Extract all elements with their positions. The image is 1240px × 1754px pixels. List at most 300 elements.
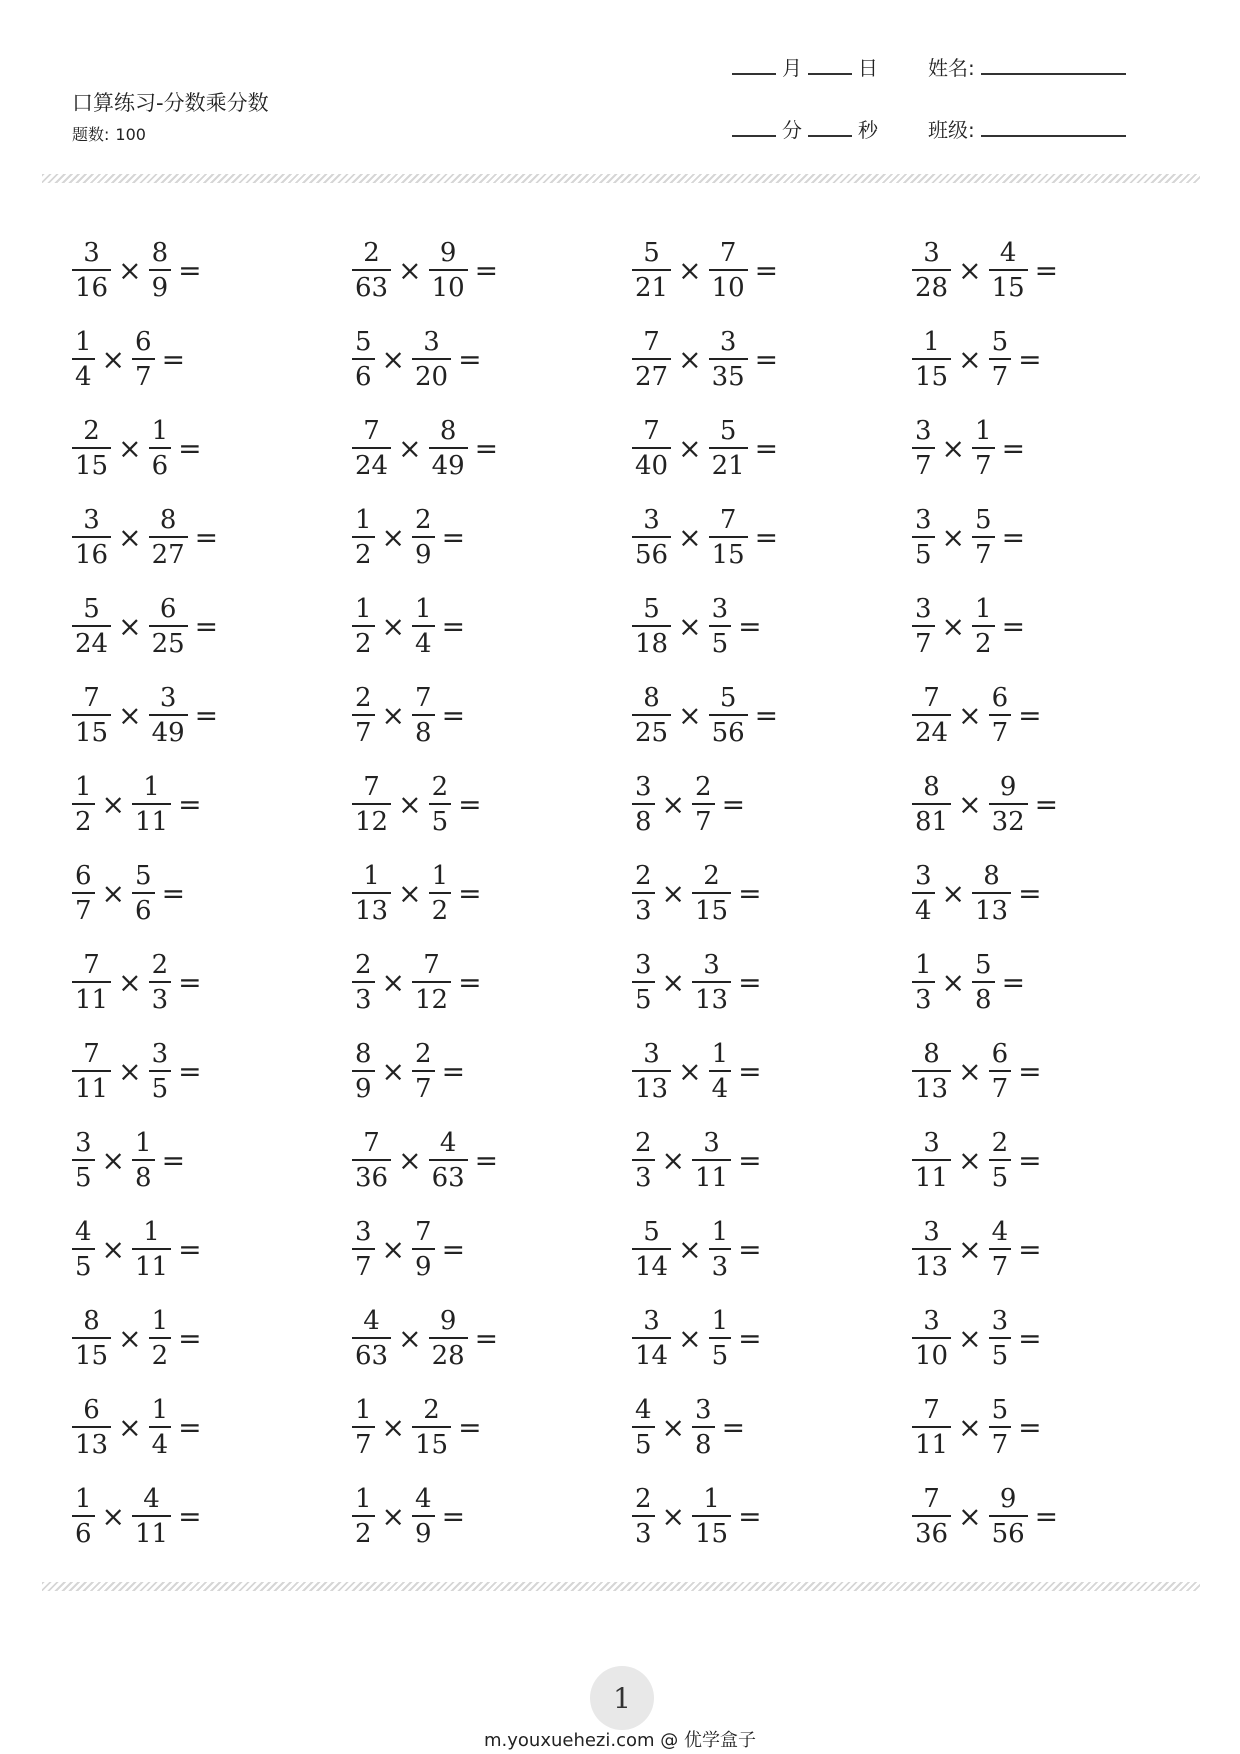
- fraction: [149, 1394, 172, 1460]
- numerator: 5: [643, 237, 660, 268]
- numerator: 3: [711, 593, 729, 624]
- fraction: [632, 1216, 671, 1282]
- fraction: [352, 682, 375, 748]
- problem: [912, 230, 1065, 310]
- equals-sign: =: [178, 1321, 202, 1355]
- fraction: [429, 860, 452, 926]
- denominator: 15: [72, 1337, 111, 1369]
- problem-count: [72, 122, 146, 145]
- numerator: 1: [915, 949, 932, 980]
- fraction: [352, 1127, 391, 1193]
- fraction: [989, 771, 1028, 837]
- times-sign: ×: [381, 342, 406, 376]
- numerator: 1: [711, 1038, 729, 1069]
- times-sign: ×: [381, 1054, 406, 1088]
- fraction: [989, 237, 1028, 303]
- times-sign: ×: [398, 787, 422, 821]
- numerator: 2: [363, 237, 380, 268]
- times-sign: ×: [101, 876, 126, 910]
- times-sign: ×: [958, 342, 982, 376]
- equals-sign: =: [194, 698, 219, 732]
- problem: [912, 1387, 1049, 1467]
- fraction: [632, 949, 655, 1015]
- fraction: [912, 1305, 951, 1371]
- numerator: 8: [151, 237, 169, 268]
- problem: [72, 1387, 209, 1467]
- problem: [72, 408, 209, 488]
- equals-sign: =: [178, 253, 202, 287]
- problem-count-label: 题数:: [72, 125, 110, 144]
- denominator: 3: [709, 1248, 732, 1280]
- denominator: 7: [412, 1070, 435, 1102]
- fraction: [352, 326, 375, 392]
- equals-sign: =: [721, 787, 746, 821]
- problem: [632, 1298, 769, 1378]
- times-sign: ×: [958, 1499, 982, 1533]
- denominator: 8: [632, 803, 655, 835]
- numerator: 4: [999, 237, 1017, 268]
- numerator: 1: [75, 326, 92, 357]
- problem: [352, 1031, 472, 1111]
- problem: [632, 942, 769, 1022]
- denominator: 81: [912, 803, 951, 835]
- equals-sign: =: [738, 609, 762, 643]
- equals-sign: =: [754, 253, 779, 287]
- problem-row: [72, 1476, 1212, 1556]
- denominator: 24: [352, 447, 391, 479]
- denominator: 11: [912, 1159, 951, 1191]
- numerator: 7: [923, 682, 940, 713]
- denominator: 35: [709, 358, 748, 390]
- denominator: 13: [912, 1070, 951, 1102]
- denominator: 6: [149, 447, 172, 479]
- fraction: [692, 1483, 731, 1549]
- denominator: 5: [989, 1159, 1012, 1191]
- problem-row: [72, 764, 1212, 844]
- denominator: 11: [692, 1159, 731, 1191]
- fraction: [149, 949, 172, 1015]
- numerator: 7: [423, 949, 440, 980]
- numerator: 5: [991, 1394, 1009, 1425]
- denominator: 11: [72, 1070, 111, 1102]
- numerator: 1: [355, 1394, 372, 1425]
- fraction: [989, 326, 1012, 392]
- problem: [632, 1120, 769, 1200]
- numerator: 2: [83, 415, 100, 446]
- times-sign: ×: [381, 698, 406, 732]
- fraction: [632, 1394, 655, 1460]
- problem-row: [72, 1298, 1212, 1378]
- denominator: 4: [709, 1070, 732, 1102]
- numerator: 8: [983, 860, 1000, 891]
- numerator: 7: [83, 949, 100, 980]
- numerator: 3: [915, 504, 932, 535]
- fraction: [72, 504, 111, 570]
- numerator: 5: [643, 1216, 660, 1247]
- problem: [72, 1209, 209, 1289]
- numerator: 1: [363, 860, 380, 891]
- equals-sign: =: [458, 342, 482, 376]
- problem: [912, 1209, 1049, 1289]
- numerator: 5: [643, 593, 660, 624]
- numerator: 7: [719, 237, 737, 268]
- fraction: [632, 771, 655, 837]
- fraction: [709, 1216, 732, 1282]
- fraction: [352, 949, 375, 1015]
- problem: [352, 764, 489, 844]
- denominator: 2: [972, 625, 995, 657]
- numerator: 5: [975, 504, 992, 535]
- problem: [352, 1298, 505, 1378]
- numerator: 1: [75, 1483, 92, 1514]
- denominator: 5: [632, 1426, 655, 1458]
- denominator: 7: [989, 1426, 1012, 1458]
- denominator: 2: [429, 892, 452, 924]
- times-sign: ×: [678, 1054, 702, 1088]
- denominator: 15: [989, 269, 1028, 301]
- denominator: 49: [429, 447, 468, 479]
- fraction: [632, 1483, 655, 1549]
- denominator: 7: [972, 447, 995, 479]
- problem: [72, 1476, 209, 1556]
- equals-sign: =: [1001, 431, 1026, 465]
- denominator: 28: [912, 269, 951, 301]
- footer-text: m.youxuehezi.com @ 优学盒子: [483, 1730, 756, 1751]
- problem: [632, 497, 785, 577]
- fraction: [972, 415, 995, 481]
- fraction: [989, 1038, 1012, 1104]
- numerator: 7: [363, 415, 380, 446]
- fraction: [632, 415, 671, 481]
- fraction: [149, 237, 172, 303]
- equals-sign: =: [738, 1321, 762, 1355]
- month-blank[interactable]: [732, 73, 776, 75]
- problem: [632, 853, 769, 933]
- numerator: 7: [363, 771, 380, 802]
- problem: [352, 319, 489, 399]
- equals-sign: =: [474, 253, 499, 287]
- fraction: [149, 593, 188, 659]
- denominator: 56: [989, 1515, 1028, 1547]
- fraction: [912, 415, 935, 481]
- equals-sign: =: [178, 1410, 202, 1444]
- fraction: [709, 682, 748, 748]
- numerator: 4: [75, 1216, 92, 1247]
- fraction: [132, 326, 155, 392]
- numerator: 6: [159, 593, 177, 624]
- numerator: 7: [363, 1127, 380, 1158]
- numerator: 6: [991, 1038, 1009, 1069]
- numerator: 2: [415, 1038, 432, 1069]
- fraction: [912, 682, 951, 748]
- denominator: 9: [412, 536, 435, 568]
- fraction: [709, 1038, 732, 1104]
- problem: [72, 764, 209, 844]
- fraction: [72, 237, 111, 303]
- numerator: 1: [711, 1305, 729, 1336]
- denominator: 5: [709, 1337, 732, 1369]
- denominator: 7: [989, 1070, 1012, 1102]
- equals-sign: =: [441, 520, 466, 554]
- problem: [632, 408, 785, 488]
- times-sign: ×: [661, 965, 686, 999]
- fraction: [149, 1038, 172, 1104]
- fraction: [912, 1394, 951, 1460]
- equals-sign: =: [1018, 1321, 1042, 1355]
- equals-sign: =: [441, 1499, 466, 1533]
- fraction: [149, 504, 188, 570]
- fraction: [632, 682, 671, 748]
- times-sign: ×: [118, 431, 142, 465]
- problem: [912, 319, 1049, 399]
- problem: [912, 1298, 1049, 1378]
- denominator: 4: [72, 358, 95, 390]
- denominator: 24: [912, 714, 951, 746]
- fraction: [972, 593, 995, 659]
- times-sign: ×: [678, 342, 702, 376]
- numerator: 4: [143, 1483, 160, 1514]
- numerator: 8: [923, 1038, 940, 1069]
- fraction: [912, 237, 951, 303]
- numerator: 2: [415, 504, 432, 535]
- equals-sign: =: [474, 1321, 499, 1355]
- numerator: 1: [151, 415, 169, 446]
- fraction: [429, 1305, 468, 1371]
- times-sign: ×: [381, 1499, 406, 1533]
- problem: [352, 1476, 472, 1556]
- denominator: 36: [912, 1515, 951, 1547]
- numerator: 8: [643, 682, 660, 713]
- denominator: 7: [989, 358, 1012, 390]
- numerator: 1: [923, 326, 940, 357]
- numerator: 1: [355, 593, 372, 624]
- times-sign: ×: [398, 253, 422, 287]
- fraction: [692, 1394, 715, 1460]
- numerator: 3: [159, 682, 177, 713]
- numerator: 2: [635, 860, 652, 891]
- equals-sign: =: [458, 787, 482, 821]
- denominator: 9: [352, 1070, 375, 1102]
- name-blank[interactable]: [981, 73, 1126, 75]
- times-sign: ×: [941, 609, 966, 643]
- class-field: [928, 114, 1126, 143]
- denominator: 18: [632, 625, 671, 657]
- problem: [632, 230, 785, 310]
- fraction: [989, 1483, 1028, 1549]
- numerator: 2: [355, 949, 372, 980]
- times-sign: ×: [381, 1232, 406, 1266]
- problem: [352, 586, 472, 666]
- numerator: 3: [643, 504, 660, 535]
- equals-sign: =: [474, 431, 499, 465]
- numerator: 3: [915, 860, 932, 891]
- fraction: [709, 326, 748, 392]
- denominator: 4: [412, 625, 435, 657]
- numerator: 3: [695, 1394, 712, 1425]
- equals-sign: =: [721, 1410, 746, 1444]
- fraction: [429, 771, 452, 837]
- fraction: [632, 1038, 671, 1104]
- problem-row: [72, 675, 1212, 755]
- name-label: 姓名:: [928, 56, 975, 80]
- problem: [352, 230, 505, 310]
- denominator: 11: [912, 1426, 951, 1458]
- fraction: [412, 504, 435, 570]
- denominator: 14: [632, 1248, 671, 1280]
- equals-sign: =: [161, 876, 186, 910]
- minute-blank[interactable]: [732, 135, 776, 137]
- numerator: 1: [415, 593, 432, 624]
- equals-sign: =: [1034, 1499, 1059, 1533]
- times-sign: ×: [661, 1143, 686, 1177]
- denominator: 3: [352, 981, 375, 1013]
- denominator: 7: [352, 714, 375, 746]
- numerator: 9: [999, 1483, 1017, 1514]
- denominator: 7: [352, 1426, 375, 1458]
- problem: [352, 1387, 489, 1467]
- times-sign: ×: [661, 1410, 686, 1444]
- numerator: 3: [703, 1127, 720, 1158]
- numerator: 3: [151, 1038, 169, 1069]
- equals-sign: =: [441, 1054, 466, 1088]
- problem-row: [72, 1209, 1212, 1289]
- equals-sign: =: [161, 1143, 186, 1177]
- numerator: 5: [975, 949, 992, 980]
- fraction: [352, 771, 391, 837]
- fraction: [632, 237, 671, 303]
- equals-sign: =: [194, 609, 219, 643]
- fraction: [912, 1127, 951, 1193]
- numerator: 1: [431, 860, 449, 891]
- times-sign: ×: [958, 1321, 982, 1355]
- times-sign: ×: [101, 787, 126, 821]
- denominator: 4: [912, 892, 935, 924]
- denominator: 13: [632, 1070, 671, 1102]
- denominator: 5: [72, 1159, 95, 1191]
- fraction: [989, 1394, 1012, 1460]
- denominator: 3: [632, 892, 655, 924]
- times-sign: ×: [958, 1143, 982, 1177]
- numerator: 2: [355, 682, 372, 713]
- problem-row: [72, 1120, 1212, 1200]
- denominator: 12: [412, 981, 451, 1013]
- numerator: 5: [719, 415, 737, 446]
- numerator: 8: [923, 771, 940, 802]
- denominator: 15: [692, 1515, 731, 1547]
- denominator: 5: [989, 1337, 1012, 1369]
- fraction: [132, 771, 171, 837]
- denominator: 13: [972, 892, 1011, 924]
- denominator: 56: [632, 536, 671, 568]
- times-sign: ×: [118, 609, 142, 643]
- problem-row: [72, 408, 1212, 488]
- equals-sign: =: [738, 1499, 762, 1533]
- numerator: 7: [923, 1394, 940, 1425]
- fraction: [972, 949, 995, 1015]
- denominator: 63: [352, 269, 391, 301]
- times-sign: ×: [678, 1232, 702, 1266]
- denominator: 12: [352, 803, 391, 835]
- equals-sign: =: [178, 1232, 202, 1266]
- problem: [352, 497, 472, 577]
- times-sign: ×: [678, 520, 702, 554]
- times-sign: ×: [661, 876, 686, 910]
- denominator: 14: [632, 1337, 671, 1369]
- times-sign: ×: [678, 431, 702, 465]
- equals-sign: =: [161, 342, 186, 376]
- problem-row: [72, 586, 1212, 666]
- denominator: 25: [632, 714, 671, 746]
- numerator: 7: [719, 504, 737, 535]
- numerator: 7: [415, 682, 432, 713]
- fraction: [412, 682, 435, 748]
- numerator: 1: [75, 771, 92, 802]
- fraction: [912, 860, 935, 926]
- denominator: 13: [72, 1426, 111, 1458]
- times-sign: ×: [381, 520, 406, 554]
- times-sign: ×: [958, 698, 982, 732]
- fraction: [352, 237, 391, 303]
- denominator: 9: [412, 1515, 435, 1547]
- second-blank[interactable]: [808, 135, 852, 137]
- times-sign: ×: [678, 253, 702, 287]
- denominator: 5: [709, 625, 732, 657]
- denominator: 20: [412, 358, 451, 390]
- numerator: 7: [923, 1483, 940, 1514]
- times-sign: ×: [101, 1232, 126, 1266]
- numerator: 3: [75, 1127, 92, 1158]
- numerator: 4: [439, 1127, 457, 1158]
- times-sign: ×: [661, 787, 686, 821]
- fraction: [632, 504, 671, 570]
- class-blank[interactable]: [981, 135, 1126, 137]
- problem: [912, 764, 1065, 844]
- times-sign: ×: [941, 876, 966, 910]
- numerator: 1: [703, 1483, 720, 1514]
- fraction: [709, 415, 748, 481]
- denominator: 15: [412, 1426, 451, 1458]
- times-sign: ×: [118, 698, 142, 732]
- problem: [72, 1031, 209, 1111]
- denominator: 6: [352, 358, 375, 390]
- denominator: 9: [412, 1248, 435, 1280]
- problem: [72, 675, 225, 755]
- equals-sign: =: [754, 342, 779, 376]
- times-sign: ×: [661, 1499, 686, 1533]
- denominator: 63: [429, 1159, 468, 1191]
- equals-sign: =: [178, 965, 202, 999]
- fraction: [72, 1038, 111, 1104]
- times-sign: ×: [118, 1410, 142, 1444]
- denominator: 13: [692, 981, 731, 1013]
- numerator: 8: [83, 1305, 100, 1336]
- equals-sign: =: [738, 1143, 762, 1177]
- fraction: [989, 1305, 1012, 1371]
- numerator: 7: [83, 1038, 100, 1069]
- denominator: 7: [989, 714, 1012, 746]
- times-sign: ×: [398, 431, 422, 465]
- numerator: 3: [635, 949, 652, 980]
- problem-row: [72, 319, 1212, 399]
- fraction: [709, 593, 732, 659]
- denominator: 2: [352, 536, 375, 568]
- fraction: [352, 860, 391, 926]
- day-blank[interactable]: [808, 73, 852, 75]
- numerator: 3: [991, 1305, 1009, 1336]
- denominator: 2: [72, 803, 95, 835]
- numerator: 2: [635, 1483, 652, 1514]
- denominator: 5: [912, 536, 935, 568]
